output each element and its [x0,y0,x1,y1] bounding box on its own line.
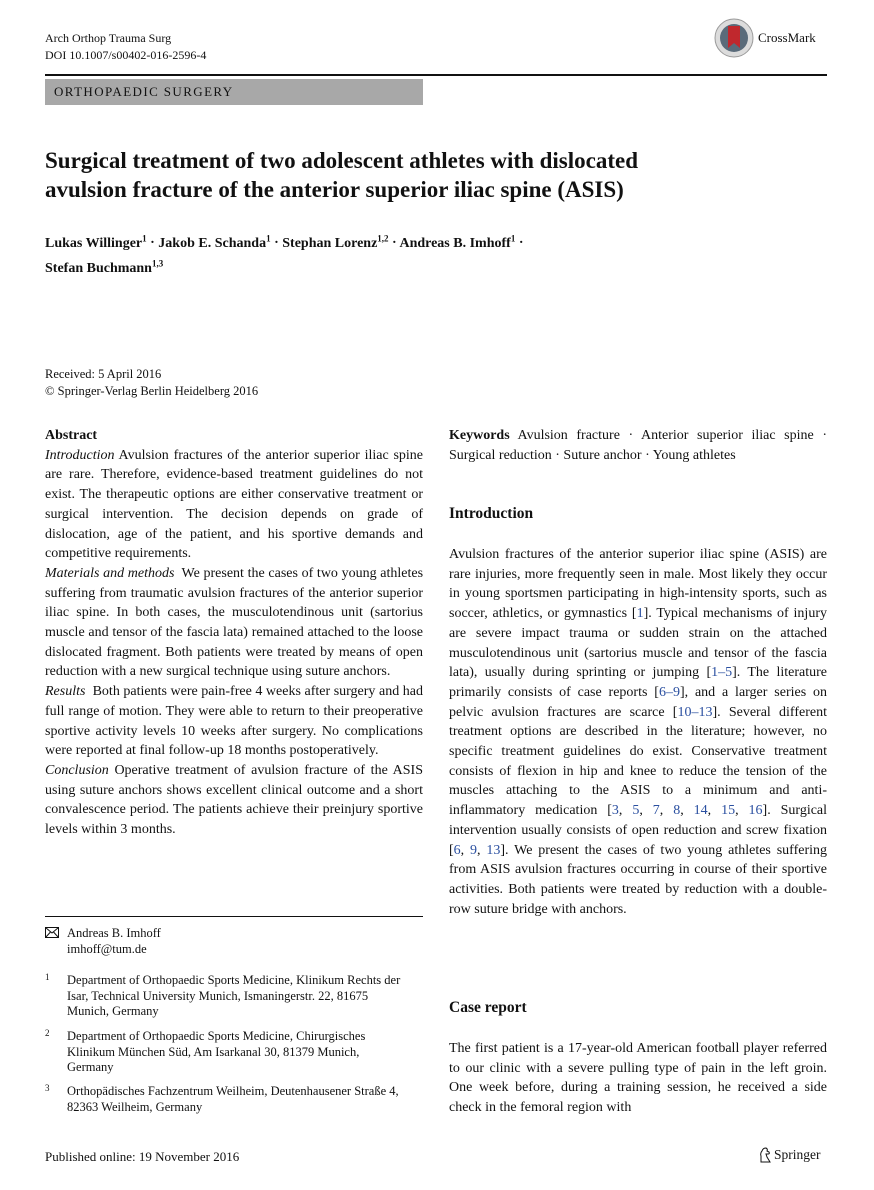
title-line-1: Surgical treatment of two adolescent athletes with dislocated [45,148,639,173]
correspondence-email[interactable]: imhoff@tum.de [67,941,147,956]
abstract-conclusion: Conclusion Operative treatment of avulsion fracture of the ASIS using suture anchors shows excellent clinical outcome and a short convalescence period. The patients achieve their preinjury sportive levels within 3 months. [45,762,424,838]
header-rule [45,74,827,76]
abstract-heading: Abstract [45,428,98,443]
footnote-rule [45,916,423,917]
abstract-methods: Materials and methods We present the cases of two young athletes suffering from traumatic avulsion fractures of the anterior superior iliac spine. In both cases, the musculotendinous unit (sartorius muscle and tensor of the fascia lata) remained attached to the loose dislocated fragment. Both patients were treated by means of open reduction with a new surgical technique using suture anchors. [45,565,424,680]
affiliation-mark: 1,2 [377,233,389,243]
crossmark-badge[interactable] [714,18,816,58]
text-segment: ]. Surgical intervention usually consists of open reduction and screw fixation [ [449,803,828,858]
affiliation-mark: 1,3 [151,258,164,269]
affiliation-mark: 1 [142,233,147,243]
text-segment: ]. We present the cases of two young athletes suffering from ASIS avulsion fractures occurring in course of their sportive activities. Both patients were treated by reduction with a double-row suture bridge with anchors. [449,842,828,917]
citation-link[interactable]: 6–9 [658,684,680,700]
case-report-paragraph: The first patient is a 17-year-old American football player referred to our clinic with a severe pulling type of pain in the left groin. One week before, during a training session, he received a side check in the femoral region with [449,1041,827,1116]
case-report-body [449,1039,827,1118]
copyright: © Springer-Verlag Berlin Heidelberg 2016 [45,384,259,398]
author-1[interactable]: Lukas Willinger$^1$ [45,233,147,251]
affiliation-mark: 1 [266,233,271,243]
author-3[interactable]: Stephan Lorenz$^{1,2}$ [282,233,389,251]
received-info [45,366,258,400]
author-5[interactable]: Stefan Buchmann$^{1,3}$ [45,258,164,277]
text-segment: ]. Typical mechanisms of injury are severe impact trauma or sudden strain on the attached musculotendinous unit (sartorius muscle and tensor of the fascia lata), usually during sprinting or jumping [ [449,606,827,681]
section-banner: ORTHOPAEDIC SURGERY [45,79,423,105]
springer-label: Springer [774,1147,821,1162]
correspondence [45,926,423,957]
citation-link[interactable]: 10–13 [677,704,713,720]
crossmark-icon [714,18,754,58]
author-list: Lukas Willinger$^1$ · Jakob E. Schanda$^1$ · Stephan Lorenz$^{1,2}$ · Andreas B. Imhoff$^1$ · Stefan Buchmann$^{1,3}$ [45,233,524,277]
journal-name: Arch Orthop Trauma Surg [45,31,172,45]
citation-link[interactable]: 13 [486,842,501,858]
citation-link[interactable]: 7 [652,803,660,819]
affiliation-2: 2 Department of Orthopaedic Sports Medicine, Chirurgisches Klinikum München Süd, Am Isarkanal 30, 81379 Munich, Germany [45,1028,366,1074]
text-segment: , [659,803,674,819]
springer-logo[interactable] [758,1147,821,1163]
title-line-2: avulsion fracture of the anterior superior iliac spine (ASIS) [45,177,624,202]
affiliation-mark: 1 [510,233,516,243]
affiliation-3: 3 Orthopädisches Fachzentrum Weilheim, Deutenhausener Straße 4, 82363 Weilheim, Germany [45,1083,399,1114]
text-segment: , [735,803,749,819]
text-segment: , [680,803,694,819]
keywords-label: Keywords [449,428,510,443]
introduction-body [449,545,827,919]
doi[interactable]: DOI 10.1007/s00402-016-2596-4 [45,48,207,62]
text-segment: , [618,803,633,819]
abstract-introduction: Introduction Avulsion fractures of the anterior superior iliac spine are rare. Therefore, evidence-based treatment guidelines do not exist. The therapeutic options are either conservative treatment or surgical intervention. The decision depends on grade of dislocation, age of the patient, and his sportive demands and competitive requirements. [45,447,423,562]
keywords [449,426,827,465]
citation-link[interactable]: 8 [673,803,681,819]
keywords-text: Avulsion fracture · Anterior superior iliac spine · Surgical reduction · Suture anchor · Young athletes [449,428,827,463]
citation-link[interactable]: 5 [632,803,640,819]
citation-link[interactable]: 9 [470,842,478,858]
citation-link[interactable]: 3 [611,803,619,819]
published-online: Published online: 19 November 2016 [45,1149,240,1164]
introduction-heading: Introduction [449,505,534,522]
text-segment: , [460,842,471,858]
citation-link[interactable]: 1 [636,606,644,622]
received-date: Received: 5 April 2016 [45,367,162,381]
case-report-heading: Case report [449,999,527,1016]
correspondence-name: Andreas B. Imhoff [67,926,161,940]
envelope-icon [45,927,59,943]
text-segment: , [477,842,487,858]
affiliation-1: 1 Department of Orthopaedic Sports Medicine, Klinikum Rechts der Isar, Technical University Munich, Ismaningerstr. 22, 81675 Munich, Germany [45,972,401,1018]
introduction-paragraph [449,545,827,919]
citation-link[interactable]: 15 [721,803,736,819]
citation-link[interactable]: 14 [693,803,708,819]
text-segment: ]. The literature primarily consists of case reports [ [449,665,828,700]
crossmark-label: CrossMark [758,30,816,45]
text-segment: , [707,803,722,819]
article-title [45,146,805,204]
citation-link[interactable]: 1–5 [711,665,733,681]
text-segment: , [639,803,653,819]
author-4[interactable]: Andreas B. Imhoff$^1$ [399,233,516,251]
author-2[interactable]: Jakob E. Schanda$^1$ [158,233,271,251]
citation-link[interactable]: 6 [453,842,461,858]
abstract [45,426,423,840]
abstract-results: Results Both patients were pain-free 4 weeks after surgery and had full range of motion. They were able to return to their preoperative sportive activity levels 10 weeks after surgery. No complications were reported at final follow-up 18 months postoperatively. [45,684,423,759]
springer-horse-icon [758,1147,772,1163]
text-segment: ]. Several different treatment options are described in the literature; however, no specific treatment guidelines do exist. Conservative treatment consists of flexion in hip and knee to reduce the tension of the muscles attaching to the ASIS to a minimum and anti-inflammatory medication [ [449,704,827,819]
text-segment: ], and a larger series on pelvic avulsion fractures are scarce [ [449,684,827,720]
text-segment: Avulsion fractures of the anterior superior iliac spine (ASIS) are rare injuries, more frequently seen in male. Most likely they occur in young sportsmen participating in high-intensity sports, such as soccer, athletics, or gymnastics [ [449,547,827,622]
citation-link[interactable]: 16 [748,803,763,819]
